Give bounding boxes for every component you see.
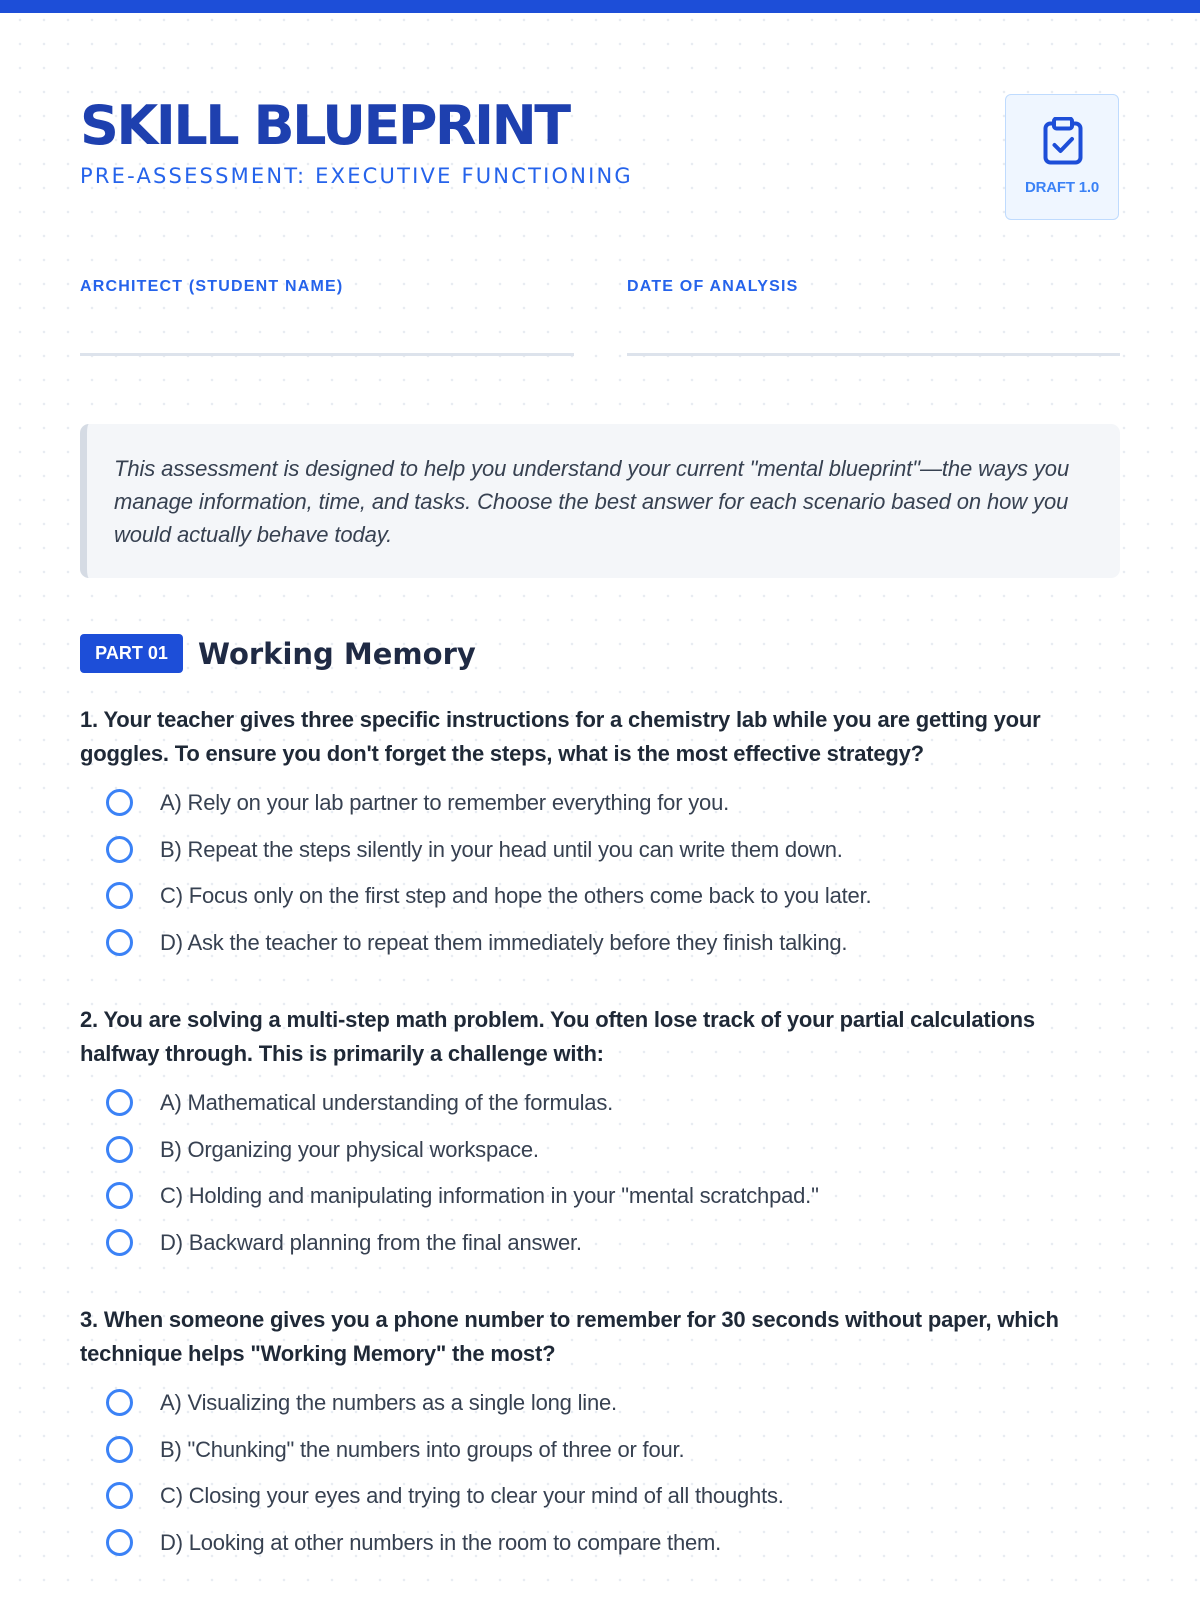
radio-button[interactable] — [106, 1089, 133, 1116]
answer-option[interactable] — [80, 1482, 1120, 1529]
radio-button[interactable] — [106, 836, 133, 863]
question-text: 1. Your teacher gives three specific instructions for a chemistry lab while you are getting your goggles. To ensure you don't forget the steps, what is the most effective strategy? — [80, 707, 1041, 766]
option-label: A) Visualizing the numbers as a single long line. — [160, 1390, 617, 1415]
worksheet-page — [80, 0, 1120, 1600]
date-label: DATE OF ANALYSIS — [627, 278, 799, 295]
answer-option[interactable] — [80, 1089, 1120, 1136]
student-name-field[interactable] — [80, 353, 574, 356]
question-3 — [80, 1303, 1120, 1575]
option-label: A) Mathematical understanding of the formulas. — [160, 1090, 614, 1115]
option-label: B) Organizing your physical workspace. — [160, 1136, 539, 1162]
option-label: B) Repeat the steps silently in your head until you can write them down. — [160, 836, 843, 862]
answer-option[interactable] — [80, 836, 1120, 883]
option-label: C) Holding and manipulating information in your "mental scratchpad." — [160, 1183, 819, 1208]
answer-option[interactable] — [80, 1389, 1120, 1436]
part-tag: PART 01 — [80, 634, 183, 673]
radio-button[interactable] — [106, 1529, 133, 1556]
question-text: 3. When someone gives you a phone number to remember for 30 seconds without paper, which technique helps "Working Memory" the most? — [80, 1307, 1059, 1366]
option-label: D) Looking at other numbers in the room to compare them. — [160, 1529, 722, 1555]
answer-option[interactable] — [80, 1136, 1120, 1183]
date-field[interactable] — [627, 353, 1120, 356]
option-label: D) Ask the teacher to repeat them immediately before they finish talking. — [160, 929, 848, 955]
answer-option[interactable] — [80, 1229, 1120, 1276]
radio-button[interactable] — [106, 1229, 133, 1256]
page-subtitle: PRE-ASSESSMENT: EXECUTIVE FUNCTIONING — [80, 164, 633, 188]
option-label: C) Closing your eyes and trying to clear your mind of all thoughts. — [160, 1483, 784, 1508]
question-text: 2. You are solving a multi-step math problem. You often lose track of your partial calculations halfway through. This is primarily a challenge with: — [80, 1007, 1035, 1066]
student-name-label: ARCHITECT (STUDENT NAME) — [80, 278, 344, 295]
radio-button[interactable] — [106, 1482, 133, 1509]
intro-text: This assessment is designed to help you understand your current "mental blueprint"—the ways you manage information, time, and tasks. Choose the best answer for each scenario based on how you would actually behave today. — [114, 456, 1070, 547]
radio-button[interactable] — [106, 882, 133, 909]
radio-button[interactable] — [106, 1182, 133, 1209]
question-2 — [80, 1003, 1120, 1275]
option-label: C) Focus only on the first step and hope the others come back to you later. — [160, 883, 872, 908]
answer-options — [80, 789, 1120, 975]
answer-option[interactable] — [80, 1182, 1120, 1229]
answer-option[interactable] — [80, 1436, 1120, 1483]
question-1 — [80, 703, 1120, 975]
radio-button[interactable] — [106, 1436, 133, 1463]
radio-button[interactable] — [106, 929, 133, 956]
intro-callout — [80, 424, 1120, 578]
draft-badge — [1005, 94, 1119, 220]
radio-button[interactable] — [106, 1136, 133, 1163]
answer-options — [80, 1389, 1120, 1575]
draft-badge-label: DRAFT 1.0 — [1024, 179, 1100, 196]
answer-option[interactable] — [80, 789, 1120, 836]
answer-option[interactable] — [80, 929, 1120, 976]
section-title: Working Memory — [198, 637, 476, 671]
answer-option[interactable] — [80, 882, 1120, 929]
clipboard-check-icon — [1043, 117, 1083, 165]
answer-options — [80, 1089, 1120, 1275]
radio-button[interactable] — [106, 789, 133, 816]
option-label: A) Rely on your lab partner to remember everything for you. — [160, 790, 730, 815]
answer-option[interactable] — [80, 1529, 1120, 1576]
radio-button[interactable] — [106, 1389, 133, 1416]
option-label: D) Backward planning from the final answer. — [160, 1229, 582, 1255]
page-title: SKILL BLUEPRINT — [80, 94, 569, 157]
option-label: B) "Chunking" the numbers into groups of three or four. — [160, 1436, 685, 1462]
